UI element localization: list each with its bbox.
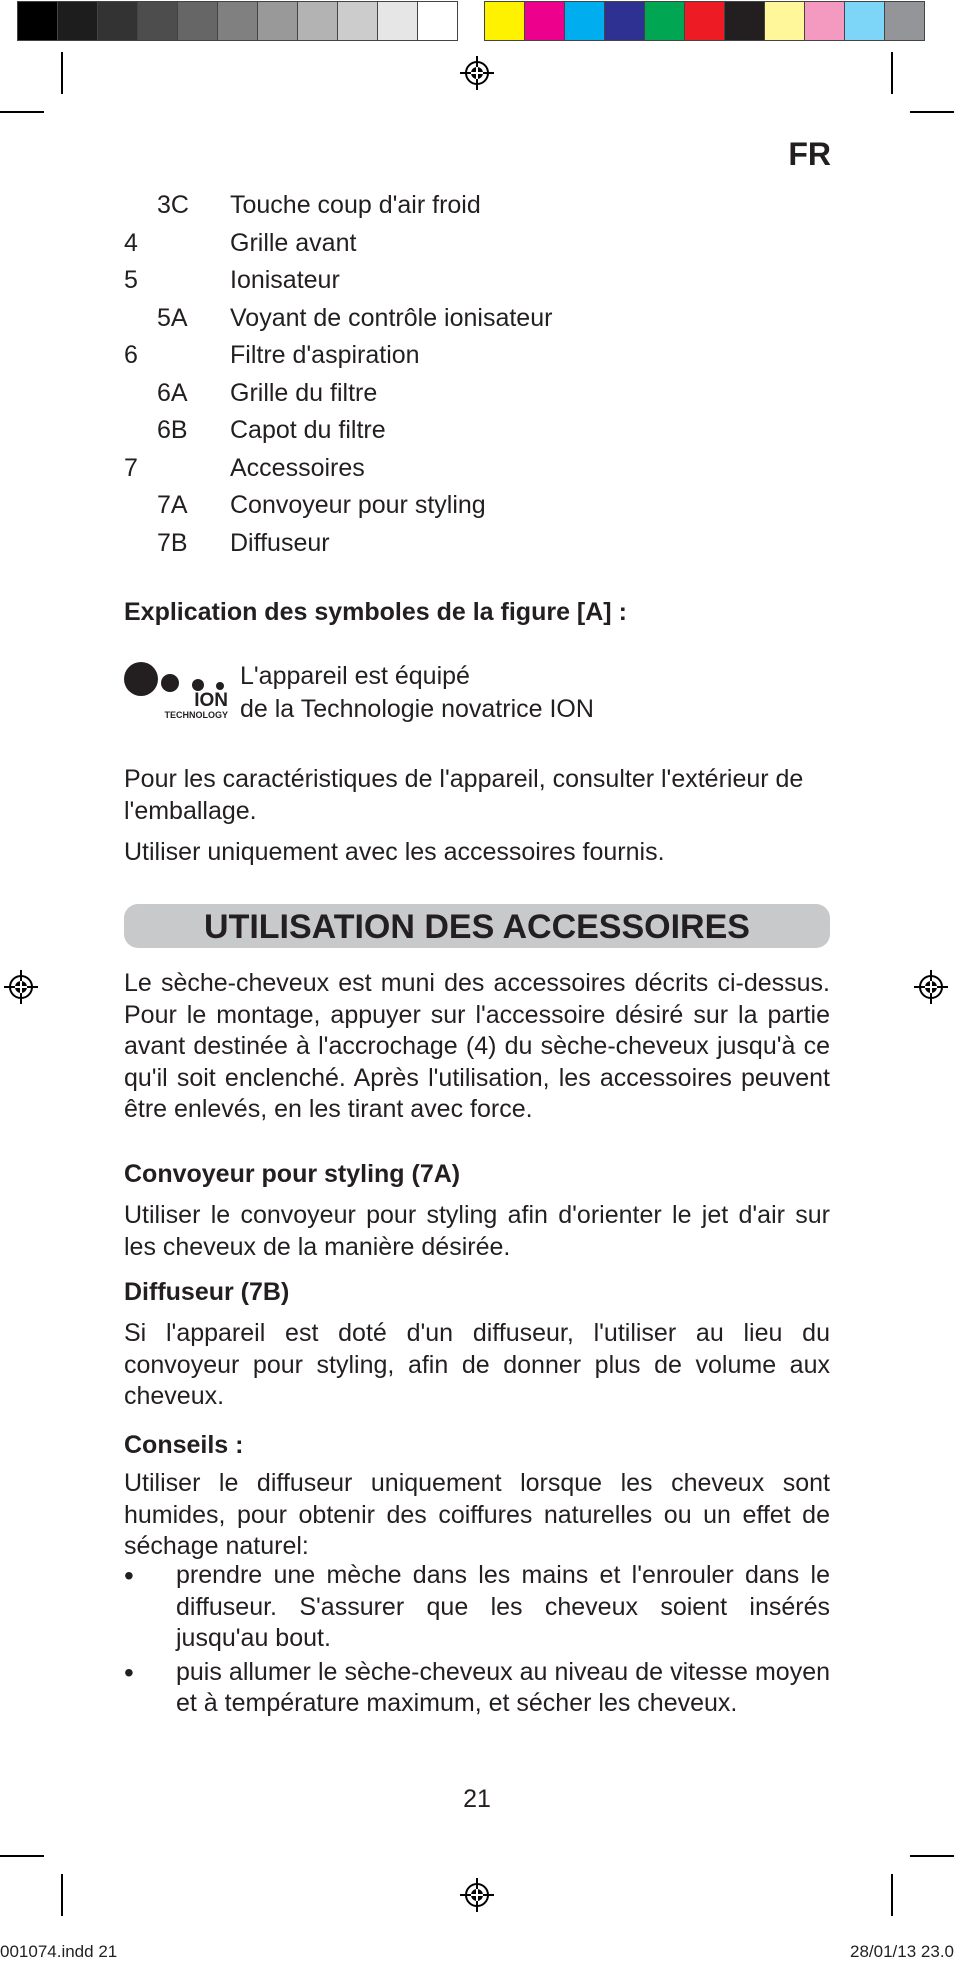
ion-technology-logo-icon bbox=[124, 660, 229, 720]
slug-file-info: 001074.indd 21 bbox=[0, 1942, 118, 1961]
crop-mark bbox=[910, 111, 954, 113]
conseils-heading: Conseils : bbox=[124, 1431, 244, 1459]
use-text: Utiliser uniquement avec les accessoires fournis. bbox=[124, 838, 665, 866]
convoyeur-heading: Convoyeur pour styling (7A) bbox=[124, 1160, 461, 1188]
ion-line-1: L'appareil est équipé bbox=[240, 662, 470, 690]
parts-list-item bbox=[124, 451, 844, 489]
diffuseur-text: Si l'appareil est doté d'un diffuseur, l'utiliser au lieu du convoyeur pour styling, afin de donner plus de volume aux cheveux. bbox=[124, 1319, 830, 1410]
gray-swatch bbox=[137, 1, 178, 41]
part-label: Capot du filtre bbox=[230, 416, 386, 444]
part-label: Voyant de contrôle ionisateur bbox=[230, 303, 553, 332]
parts-list-item bbox=[124, 226, 844, 264]
part-label: Grille du filtre bbox=[230, 378, 378, 407]
gray-swatch bbox=[257, 1, 298, 41]
gray-swatch bbox=[97, 1, 138, 41]
part-number: 5A bbox=[157, 303, 188, 332]
gray-swatch bbox=[177, 1, 218, 41]
ion-line-2: de la Technologie novatrice ION bbox=[240, 695, 594, 723]
part-label: Ionisateur bbox=[230, 266, 340, 294]
tip-item bbox=[124, 1657, 830, 1720]
registration-mark-icon bbox=[460, 1878, 494, 1912]
parts-list-item bbox=[124, 338, 844, 376]
gray-swatch bbox=[57, 1, 98, 41]
gray-swatch bbox=[297, 1, 338, 41]
crop-mark bbox=[891, 1874, 893, 1916]
process-color-bar bbox=[485, 1, 925, 41]
parts-list-item bbox=[124, 301, 844, 339]
convoyeur-paragraph bbox=[124, 1200, 830, 1263]
ion-logo-word: ION bbox=[194, 690, 228, 711]
conseils-text: Utiliser le diffuseur uniquement lorsque les cheveux sont humides, pour obtenir des coiffures naturelles ou un effet de séchage naturel: bbox=[124, 1469, 830, 1560]
grayscale-color-bar bbox=[18, 1, 458, 41]
diffuseur-heading: Diffuseur (7B) bbox=[124, 1278, 290, 1306]
intro-text: Le sèche-cheveux est muni des accessoires décrits ci-dessus. Pour le montage, appuyer sur l'accessoire désiré sur la partie avant destinée à l'accrochage (4) du sèche-cheveux jusqu'à ce qu'il soit enclenché. Après l'utilisation, les accessoires peuvent être enlevés, en les tirant avec force. bbox=[124, 969, 830, 1123]
parts-list-item bbox=[124, 413, 844, 451]
specs-text: Pour les caractéristiques de l'appareil, consulter l'extérieur de l'emballage. bbox=[124, 765, 804, 825]
registration-mark-icon bbox=[4, 970, 38, 1004]
tip-text: prendre une mèche dans les mains et l'enrouler dans le diffuseur. S'assurer que les cheveux soient insérés jusqu'au bout. bbox=[176, 1561, 830, 1652]
parts-list-item bbox=[124, 376, 844, 414]
parts-list-item bbox=[124, 488, 844, 526]
ion-logo-subtext: TECHNOLOGY bbox=[164, 710, 228, 720]
gray-swatch bbox=[337, 1, 378, 41]
color-swatch bbox=[844, 1, 885, 41]
color-swatch bbox=[564, 1, 605, 41]
slug-date-info: 28/01/13 23.0 bbox=[850, 1942, 954, 1961]
gray-swatch bbox=[217, 1, 258, 41]
crop-mark bbox=[891, 52, 893, 94]
part-label: Convoyeur pour styling bbox=[230, 491, 486, 519]
part-number: 3C bbox=[157, 191, 189, 219]
parts-list-item bbox=[124, 188, 844, 226]
section-title-banner: UTILISATION DES ACCESSOIRES bbox=[124, 904, 830, 948]
page-number: 21 bbox=[463, 1785, 491, 1813]
part-number: 6A bbox=[157, 378, 188, 407]
part-number: 4 bbox=[124, 228, 138, 257]
crop-mark bbox=[0, 111, 44, 113]
gray-swatch bbox=[377, 1, 418, 41]
gray-swatch bbox=[417, 1, 458, 41]
part-number: 7A bbox=[157, 491, 188, 519]
conseils-paragraph bbox=[124, 1468, 830, 1563]
bullet-icon: • bbox=[124, 1656, 134, 1688]
symbols-heading: Explication des symboles de la figure [A] : bbox=[124, 598, 627, 626]
convoyeur-text: Utiliser le convoyeur pour styling afin d'orienter le jet d'air sur les cheveux de la manière désirée. bbox=[124, 1201, 830, 1261]
part-number: 5 bbox=[124, 266, 138, 294]
part-number: 6B bbox=[157, 416, 188, 444]
intro-paragraph bbox=[124, 968, 830, 1126]
use-paragraph bbox=[124, 837, 830, 869]
parts-list-item bbox=[124, 526, 844, 564]
part-number: 7 bbox=[124, 453, 138, 482]
color-swatch bbox=[884, 1, 925, 41]
parts-list bbox=[124, 188, 844, 563]
language-label: FR bbox=[788, 136, 831, 172]
gray-swatch bbox=[17, 1, 58, 41]
color-swatch bbox=[604, 1, 645, 41]
crop-mark bbox=[61, 52, 63, 94]
crop-mark bbox=[0, 1855, 44, 1857]
color-swatch bbox=[804, 1, 845, 41]
diffuseur-paragraph bbox=[124, 1318, 830, 1413]
color-swatch bbox=[484, 1, 525, 41]
color-swatch bbox=[724, 1, 765, 41]
registration-mark-icon bbox=[460, 56, 494, 90]
part-label: Filtre d'aspiration bbox=[230, 341, 420, 369]
bullet-icon: • bbox=[124, 1560, 134, 1591]
color-swatch bbox=[764, 1, 805, 41]
part-number: 7B bbox=[157, 528, 188, 557]
parts-list-item bbox=[124, 263, 844, 301]
part-label: Grille avant bbox=[230, 228, 357, 257]
part-label: Accessoires bbox=[230, 453, 365, 482]
part-number: 6 bbox=[124, 341, 138, 369]
part-label: Touche coup d'air froid bbox=[230, 191, 481, 219]
color-swatch bbox=[524, 1, 565, 41]
ion-description bbox=[240, 660, 594, 726]
specs-paragraph bbox=[124, 764, 830, 827]
crop-mark bbox=[910, 1855, 954, 1857]
color-swatch bbox=[644, 1, 685, 41]
part-label: Diffuseur bbox=[230, 528, 330, 557]
tip-item bbox=[124, 1560, 830, 1655]
tip-text: puis allumer le sèche-cheveux au niveau de vitesse moyen et à température maximum, et sécher les cheveux. bbox=[176, 1657, 830, 1717]
tips-list bbox=[124, 1560, 830, 1722]
registration-mark-icon bbox=[914, 970, 948, 1004]
crop-mark bbox=[61, 1874, 63, 1916]
color-swatch bbox=[684, 1, 725, 41]
